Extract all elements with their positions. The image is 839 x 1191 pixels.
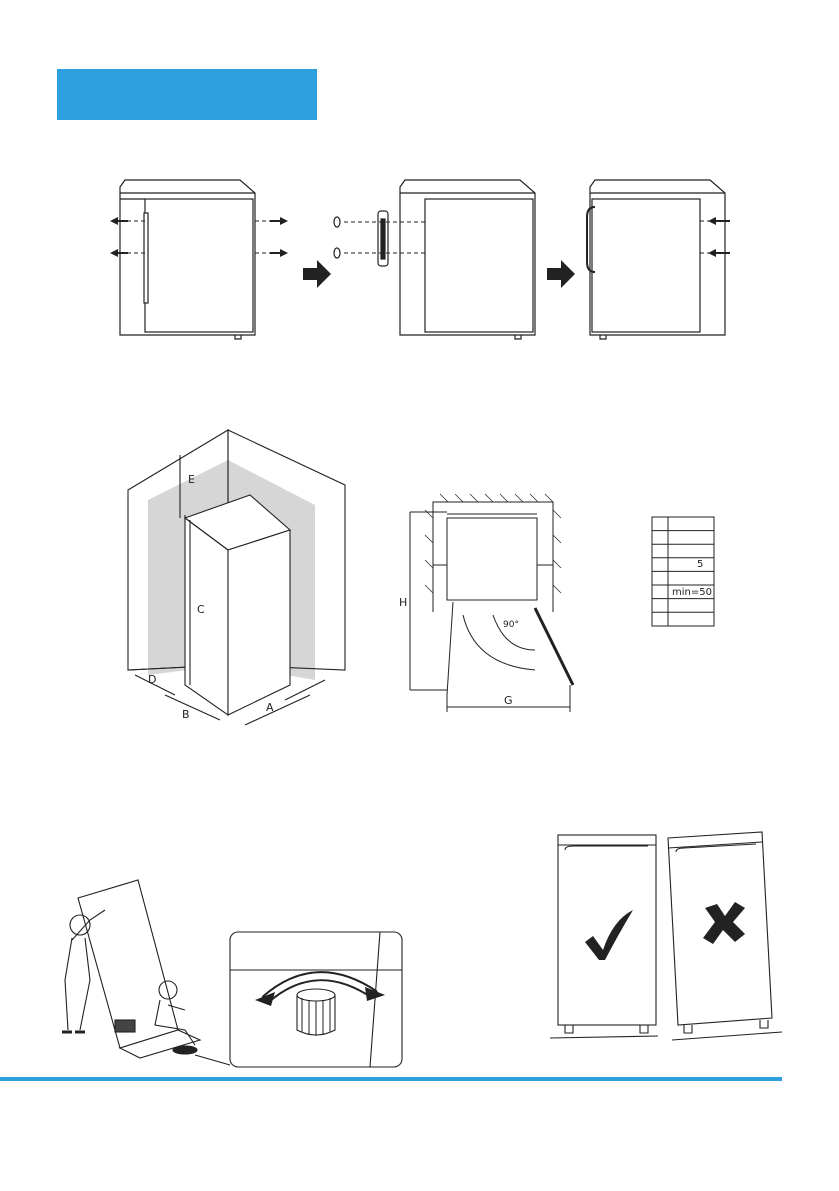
- screw-cap: [334, 217, 340, 227]
- table-cell: 5: [697, 559, 704, 570]
- table-cell: min=50: [672, 587, 712, 598]
- dimension-table: [650, 515, 716, 630]
- fridge-step-3: [587, 180, 725, 339]
- level-check-figure: [550, 830, 790, 1050]
- label-e: E: [188, 473, 195, 486]
- section-header-bar: [57, 69, 317, 120]
- footer-line: [0, 1077, 782, 1081]
- door-reversal-figure: [100, 175, 740, 350]
- clearance-figure: [120, 430, 360, 740]
- label-b: B: [182, 708, 190, 721]
- fridge-step-2: [400, 180, 535, 339]
- label-a: A: [266, 701, 274, 714]
- arrow-right-icon: [303, 260, 331, 288]
- screw-cap: [334, 248, 340, 258]
- label-h: H: [399, 596, 408, 609]
- label-c: C: [197, 603, 205, 616]
- door-swing-figure: [395, 490, 585, 715]
- fridge-step-1: [120, 180, 255, 339]
- label-g: G: [504, 694, 513, 707]
- label-angle: 90°: [503, 620, 519, 630]
- leveling-figure: [50, 860, 410, 1070]
- arrow-right-icon: [547, 260, 575, 288]
- label-d: D: [148, 673, 157, 686]
